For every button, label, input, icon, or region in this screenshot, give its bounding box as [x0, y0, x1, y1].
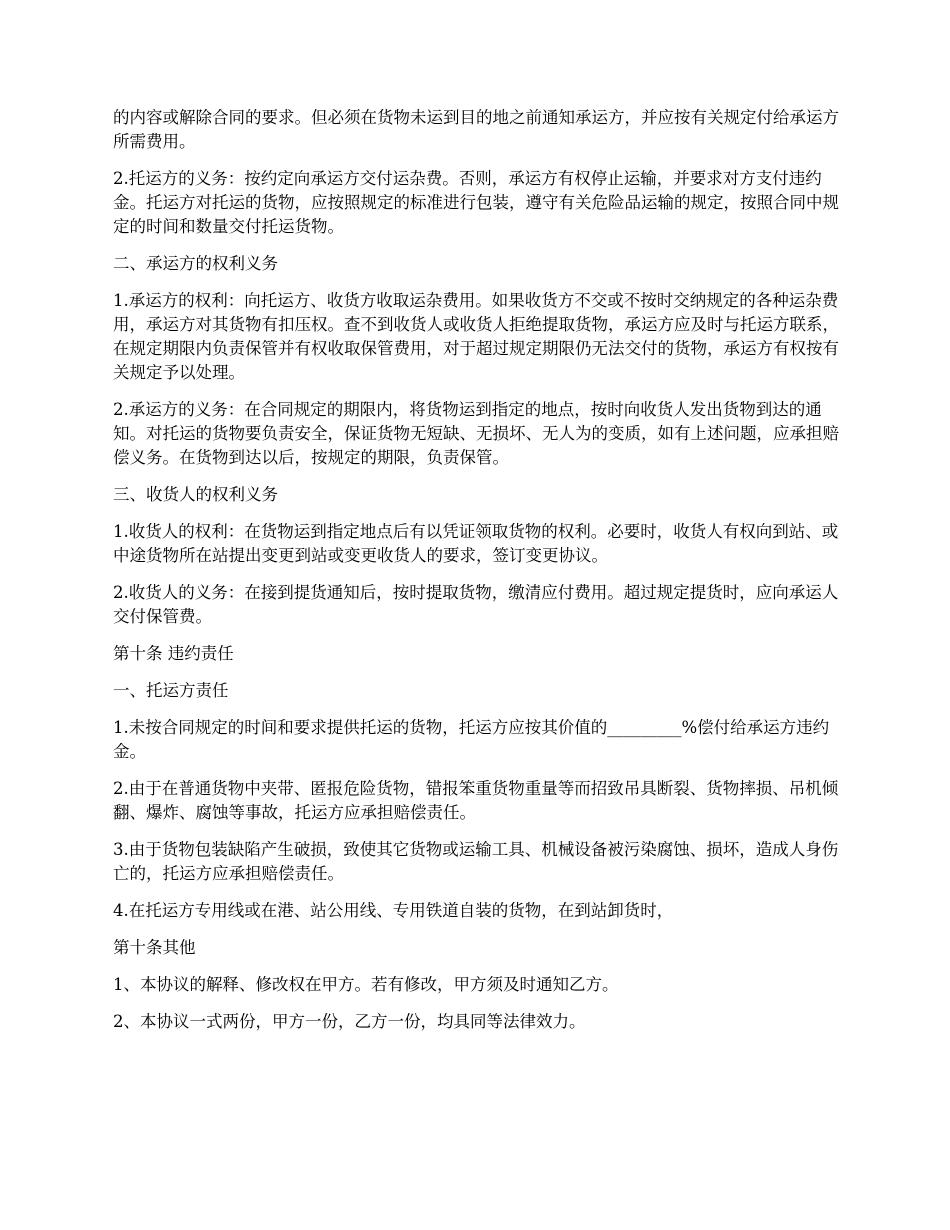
paragraph-liability-item-4: 4.在托运方专用线或在港、站公用线、专用铁道自装的货物，在到站卸货时， — [113, 901, 674, 920]
paragraph-contract-change-cost: 的内容或解除合同的要求。但必须在货物未运到目的地之前通知承运方，并应按有关规定付给承运方所需费用。 — [113, 108, 839, 151]
heading-shipper-liability: 一、托运方责任 — [113, 681, 229, 700]
paragraph-other-item-2: 2、本协议一式两份，甲方一份，乙方一份，均具同等法律效力。 — [113, 1012, 586, 1031]
document-body — [113, 106, 843, 1047]
heading-carrier-rights-obligations: 二、承运方的权利义务 — [113, 254, 278, 273]
paragraph-liability-item-1: 1.未按合同规定的时间和要求提供托运的货物，托运方应按其价值的_________%偿付给承运方违约金。 — [113, 718, 830, 761]
paragraph-consignee-rights: 1.收货人的权利：在货物运到指定地点后有以凭证领取货物的权利。必要时，收货人有权向到站、或中途货物所在站提出变更到站或变更收货人的要求，签订变更协议。 — [113, 522, 839, 565]
paragraph-liability-item-2: 2.由于在普通货物中夹带、匿报危险货物，错报笨重货物重量等而招致吊具断裂、货物摔损、吊机倾翻、爆炸、腐蚀等事故，托运方应承担赔偿责任。 — [113, 779, 839, 822]
paragraph-consignee-obligations: 2.收货人的义务：在接到提货通知后，按时提取货物，缴清应付费用。超过规定提货时，应向承运人交付保管费。 — [113, 583, 839, 626]
heading-article-ten-other: 第十条其他 — [113, 938, 196, 957]
paragraph-shipper-obligations: 2.托运方的义务：按约定向承运方交付运杂费。否则，承运方有权停止运输，并要求对方支付违约金。托运方对托运的货物，应按照规定的标准进行包装，遵守有关危险品运输的规定，按照合同中规定的时间和数量交付托运货物。 — [113, 169, 839, 236]
paragraph-other-item-1: 1、本协议的解释、修改权在甲方。若有修改，甲方须及时通知乙方。 — [113, 975, 619, 994]
paragraph-carrier-rights: 1.承运方的权利：向托运方、收货方收取运杂费用。如果收货方不交或不按时交纳规定的各种运杂费用，承运方对其货物有扣压权。查不到收货人或收货人拒绝提取货物，承运方应及时与托运方联系，在规定期限内负责保管并有权收取保管费用，对于超过规定期限仍无法交付的货物，承运方有权按有关规定予以处理。 — [113, 291, 839, 382]
paragraph-liability-item-3: 3.由于货物包装缺陷产生破损，致使其它货物或运输工具、机械设备被污染腐蚀、损坏，造成人身伤亡的，托运方应承担赔偿责任。 — [113, 840, 839, 883]
paragraph-carrier-obligations: 2.承运方的义务：在合同规定的期限内，将货物运到指定的地点，按时向收货人发出货物到达的通知。对托运的货物要负责安全，保证货物无短缺、无损坏、无人为的变质，如有上述问题，应承担赔偿义务。在货物到达以后，按规定的期限，负责保管。 — [113, 400, 839, 467]
heading-consignee-rights-obligations: 三、收货人的权利义务 — [113, 485, 278, 504]
heading-article-ten-liability: 第十条 违约责任 — [113, 644, 234, 663]
